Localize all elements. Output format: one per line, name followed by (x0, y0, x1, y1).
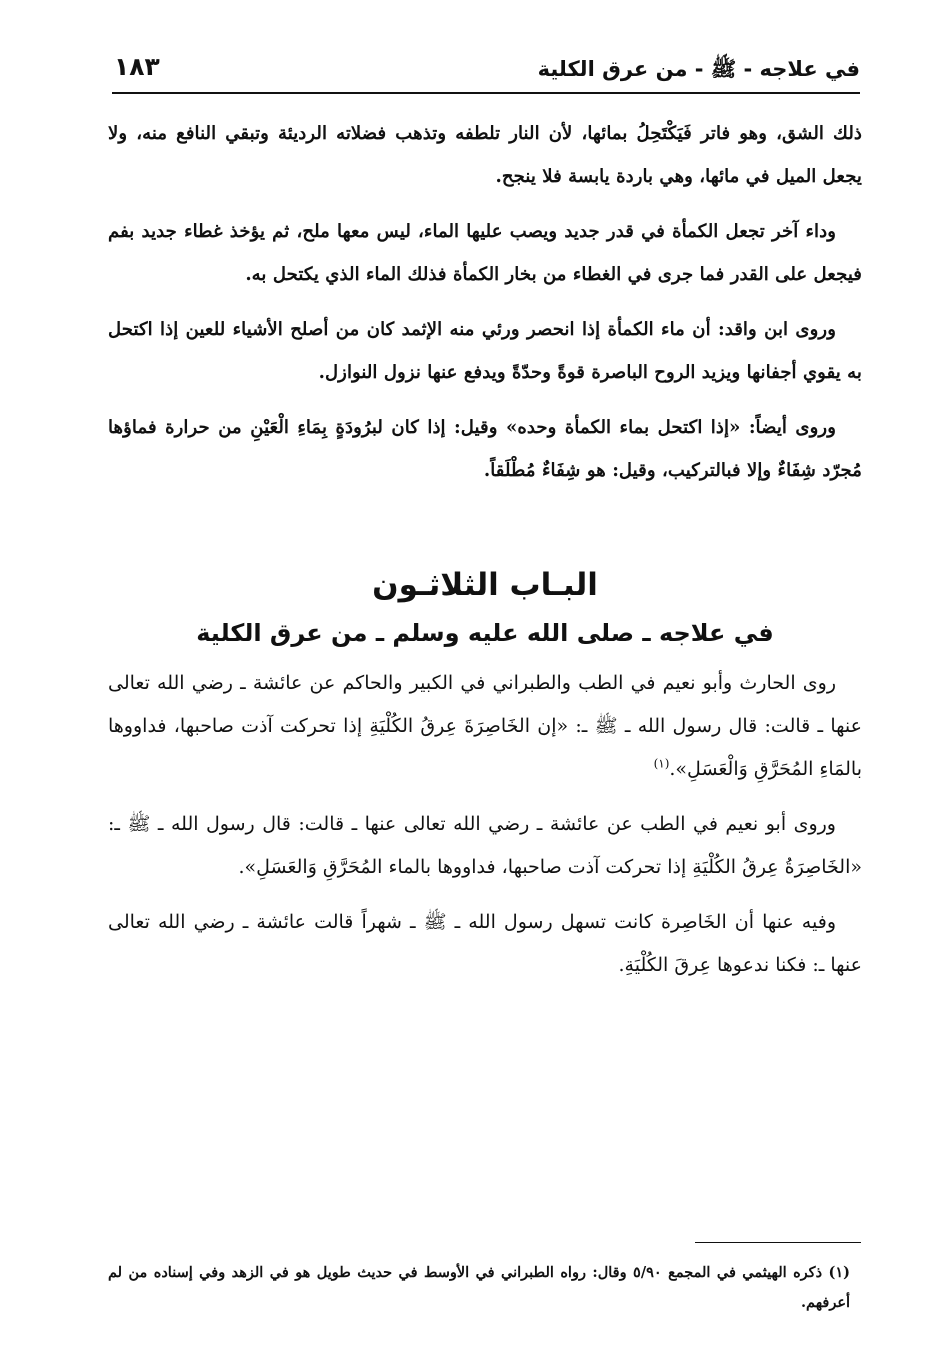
paragraph-text: روى الحارث وأبو نعيم في الطب والطبراني في الكبير والحاكم عن عائشة ـ رضي الله تعالى عنها ـ قالت: قال رسول الله ـ ﷺ ـ: «إن الخَاصِرَةَ عِرقُ الكُلْيَةِ إذا تحركت آذت صاحبها، فداووها بالمَاءِ المُحَرَّقِ وَالْعَسَلِ». (108, 672, 862, 780)
page-number: ١٨٣ (114, 52, 160, 81)
chapter-heading (108, 560, 862, 656)
paragraph (108, 901, 862, 987)
running-header (112, 50, 860, 94)
paragraph-text: وروى أبو نعيم في الطب عن عائشة ـ رضي الله تعالى عنها ـ قالت: قال رسول الله ـ ﷺ ـ: «الخَاصِرَةُ عِرقُ الكُلْيَةِ إذا تحركت آذت صاحبها، فداووها بالماء المُحَرَّقِ وَالعَسَلِ». (108, 813, 862, 878)
paragraph: وروى ابن واقد: أن ماء الكمأة إذا انحصر ورئي منه الإثمد كان من أصلح الأشياء للعين إذا اكتحل به يقوي أجفانها ويزيد الروح الباصرة قوةً وحدّةً ويدفع عنها نزول النوازل. (108, 319, 862, 383)
footnote-divider (695, 1242, 861, 1243)
paragraph: وروى أيضاً: «إذا اكتحل بماء الكمأة وحده» وقيل: إذا كان لبرُودَةٍ بِمَاءِ الْعَيْنِ من حرارة فماؤها مُجرّد شِفَاءٌ وإلا فبالتركيب، وقيل: هو شِفَاءٌ مُطْلَقاً. (108, 417, 862, 481)
paragraph: ذلك الشق، وهو فاتر فَيَكْتَحِلُ بمائها، لأن النار تلطفه وتذهب فضلاته الرديئة وتبقي النافع منه، ولا يجعل الميل في مائها، وهي باردة يابسة فلا ينجح. (108, 123, 862, 187)
paragraph (108, 662, 862, 791)
chapter-subtitle: في علاجه ـ صلى الله عليه وسلم ـ من عرق الكلية (196, 619, 774, 647)
running-title: في علاجه - ﷺ - من عرق الكلية (537, 57, 860, 81)
paragraph: وداء آخر تجعل الكمأة في قدر جديد ويصب عليها الماء، ليس معها ملح، ثم يؤخذ غطاء جديد بفم فيجعل على القدر فما جرى في الغطاء من بخار الكمأة فذلك الماء الذي يكتحل به. (108, 221, 862, 285)
footnote-reference[interactable]: (١) (653, 756, 670, 771)
footnote: (١) ذكره الهيثمي في المجمع ٥/٩٠ وقال: رواه الطبراني في الأوسط في حديث طويل هو في الزهد وفي إسناده من لم أعرفهم. (108, 1264, 850, 1311)
chapter-title: البـاب الثلاثـون (372, 567, 598, 603)
paragraph-text: وفيه عنها أن الخَاصِرة كانت تسهل رسول الله ـ ﷺ ـ شهراً قالت عائشة ـ رضي الله تعالى عنها ـ: فكنا ندعوها عِرقَ الكُلْيَةِ. (108, 911, 862, 976)
page-body (108, 112, 862, 999)
paragraph (108, 803, 862, 889)
